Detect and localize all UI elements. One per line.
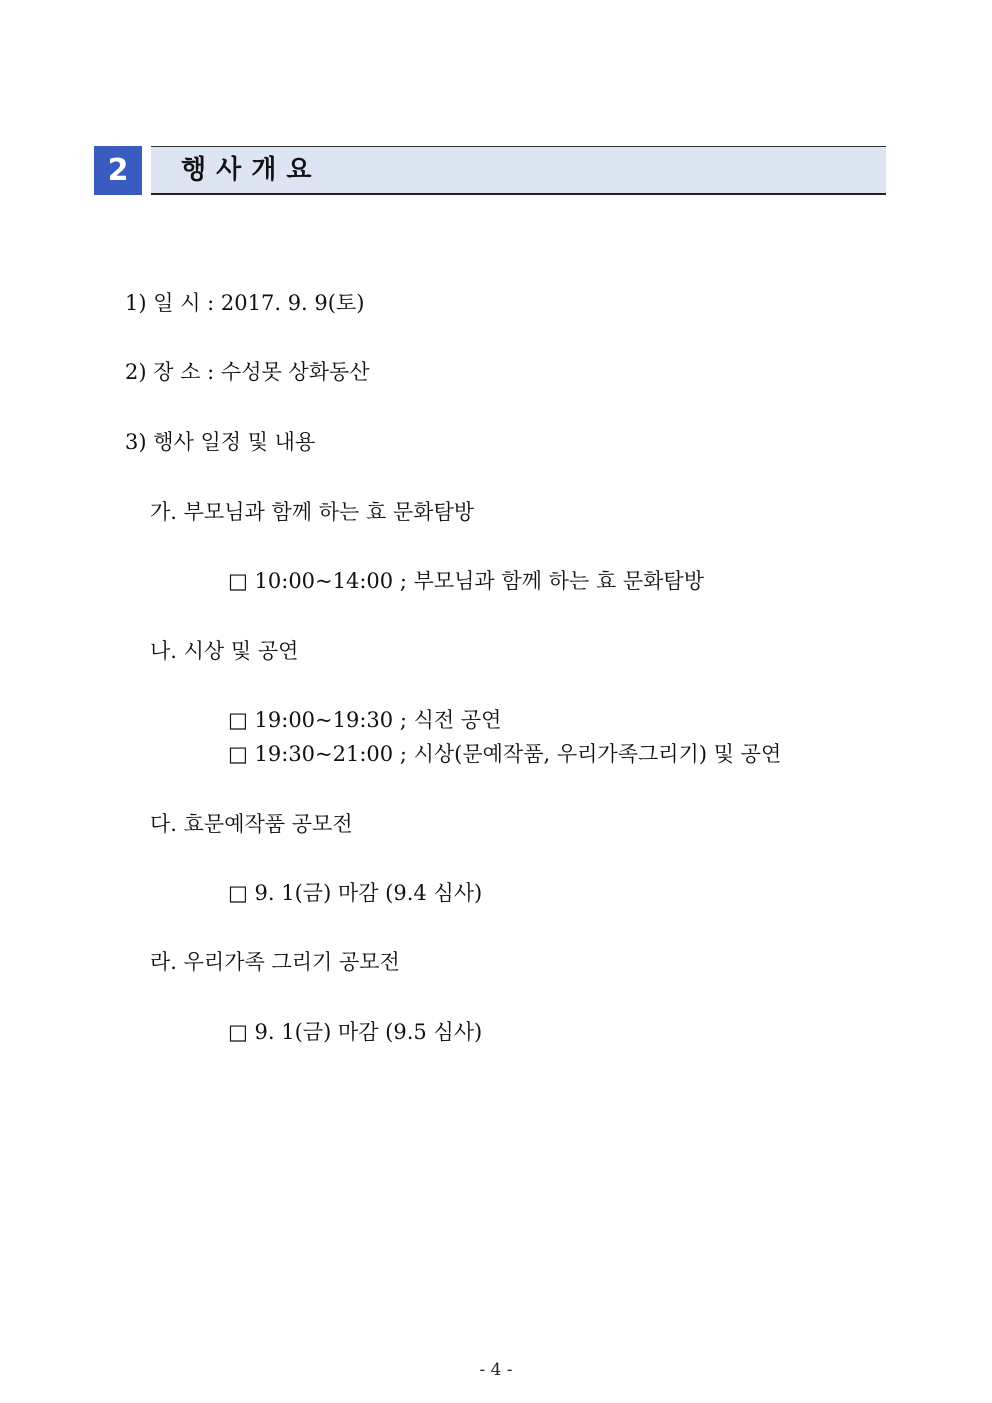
page-number: - 4 - [479,1360,513,1380]
section-header [94,146,886,196]
sub-a-heading: 가. 부모님과 함께 하는 효 문화탐방 [150,500,475,524]
sub-d-entry: □ 9. 1(금) 마감 (9.5 심사) [228,1020,483,1044]
sub-c-entry: □ 9. 1(금) 마감 (9.4 심사) [228,881,483,905]
section-title: 행사개요 [181,155,322,185]
section-number: 2 [94,146,142,195]
sub-c-heading: 다. 효문예작품 공모전 [150,812,353,836]
item-schedule-heading: 3) 행사 일정 및 내용 [125,430,316,454]
sub-a-entry: □ 10:00~14:00 ; 부모님과 함께 하는 효 문화탐방 [228,569,704,593]
sub-b-entry: □ 19:30~21:00 ; 시상(문예작품, 우리가족그리기) 및 공연 [228,742,782,766]
sub-b-entry: □ 19:00~19:30 ; 식전 공연 [228,708,502,732]
sub-b-heading: 나. 시상 및 공연 [150,639,299,663]
sub-d-heading: 라. 우리가족 그리기 공모전 [150,950,400,974]
section-title-bar [151,146,886,195]
item-place: 2) 장 소 : 수성못 상화동산 [125,360,370,384]
item-date: 1) 일 시 : 2017. 9. 9(토) [125,291,365,315]
